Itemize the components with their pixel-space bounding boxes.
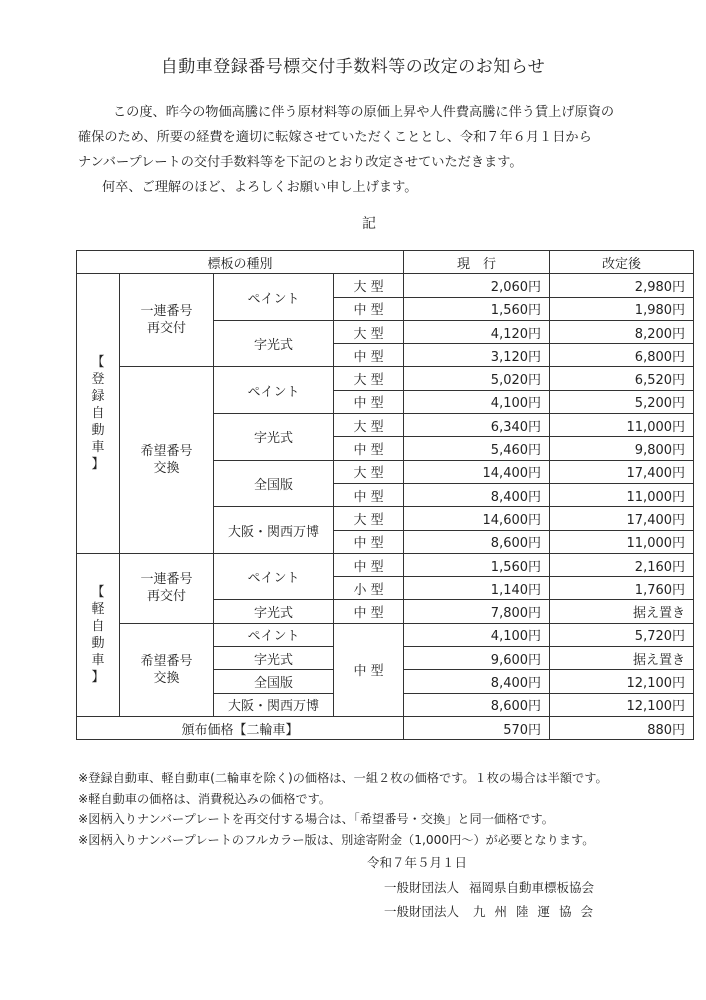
kind-paint: ペイント bbox=[214, 553, 334, 600]
group-label-registered: 【 登 録 自 動 車 】 bbox=[77, 274, 120, 554]
current-price: 1,560円 bbox=[404, 553, 550, 576]
revised-price: 9,800円 bbox=[550, 437, 694, 460]
size-cell: 中 型 bbox=[334, 483, 404, 506]
org-type: 一般財団法人 bbox=[384, 880, 460, 895]
org-name: 九州陸運協会 bbox=[473, 904, 603, 919]
org-name: 福岡県自動車標板協会 bbox=[469, 880, 595, 895]
category-preferred: 希望番号 交換 bbox=[120, 623, 214, 716]
current-price: 8,400円 bbox=[404, 483, 550, 506]
note-line: ※図柄入りナンバープレートを再交付する場合は、「希望番号・交換」と同一価格です。 bbox=[78, 812, 554, 826]
size-cell: 大 型 bbox=[334, 460, 404, 483]
revised-price: 6,800円 bbox=[550, 344, 694, 367]
intro-line: この度、昨今の物価高騰に伴う原材料等の原価上昇や人件費高騰に伴う賃上げ原資の bbox=[113, 105, 615, 120]
page-title: 自動車登録番号標交付手数料等の改定のお知らせ bbox=[160, 57, 546, 77]
kind-jiko: 字光式 bbox=[214, 647, 334, 670]
intro-line: 何卒、ご理解のほど、よろしくお願い申し上げます。 bbox=[102, 180, 418, 195]
revised-price: 17,400円 bbox=[550, 460, 694, 483]
revised-price: 12,100円 bbox=[550, 670, 694, 693]
size-cell: 中 型 bbox=[334, 437, 404, 460]
intro-paragraph bbox=[78, 100, 688, 200]
current-price: 6,340円 bbox=[404, 414, 550, 437]
kind-paint: ペイント bbox=[214, 623, 334, 646]
current-price: 4,120円 bbox=[404, 320, 550, 343]
size-cell: 中 型 bbox=[334, 297, 404, 320]
current-price: 1,560円 bbox=[404, 297, 550, 320]
size-cell: 大 型 bbox=[334, 414, 404, 437]
size-cell: 中 型 bbox=[334, 553, 404, 576]
revised-price: 12,100円 bbox=[550, 693, 694, 716]
size-cell: 中 型 bbox=[334, 530, 404, 553]
table-footer-row bbox=[77, 716, 694, 739]
size-cell: 中 型 bbox=[334, 344, 404, 367]
size-cell: 小 型 bbox=[334, 577, 404, 600]
header-type: 標板の種別 bbox=[77, 251, 404, 274]
org-line bbox=[384, 878, 594, 896]
current-price: 1,140円 bbox=[404, 577, 550, 600]
revised-price: 8,200円 bbox=[550, 320, 694, 343]
table-row bbox=[77, 367, 694, 390]
current-price: 9,600円 bbox=[404, 647, 550, 670]
current-price: 14,600円 bbox=[404, 507, 550, 530]
revised-price: 11,000円 bbox=[550, 414, 694, 437]
footer-current: 570円 bbox=[404, 716, 550, 739]
current-price: 2,060円 bbox=[404, 274, 550, 297]
revised-price: 1,760円 bbox=[550, 577, 694, 600]
revised-price: 5,200円 bbox=[550, 390, 694, 413]
revised-price: 17,400円 bbox=[550, 507, 694, 530]
size-cell: 中 型 bbox=[334, 390, 404, 413]
revised-price: 据え置き bbox=[550, 647, 694, 670]
kind-osaka: 大阪・関西万博 bbox=[214, 507, 334, 554]
table-row bbox=[77, 274, 694, 297]
table-row bbox=[77, 553, 694, 576]
org-type: 一般財団法人 bbox=[384, 904, 460, 919]
size-cell: 大 型 bbox=[334, 274, 404, 297]
current-price: 14,400円 bbox=[404, 460, 550, 483]
size-cell: 中 型 bbox=[334, 623, 404, 716]
kind-paint: ペイント bbox=[214, 274, 334, 321]
note-line: ※図柄入りナンバープレートのフルカラー版は、別途寄附金（1,000円～）が必要となります。 bbox=[78, 832, 595, 847]
revised-price: 1,980円 bbox=[550, 297, 694, 320]
issue-date: 令和７年５月１日 bbox=[367, 855, 468, 870]
intro-line: 確保のため、所要の経費を適切に転嫁させていただくこととし、令和７年６月１日から bbox=[78, 130, 592, 145]
kind-jiko: 字光式 bbox=[214, 414, 334, 461]
size-cell: 大 型 bbox=[334, 507, 404, 530]
revised-price: 据え置き bbox=[550, 600, 694, 623]
current-price: 4,100円 bbox=[404, 623, 550, 646]
note-line: ※軽自動車の価格は、消費税込みの価格です。 bbox=[78, 791, 331, 806]
intro-line: ナンバープレートの交付手数料等を下記のとおり改定させていただきます。 bbox=[78, 155, 523, 170]
current-price: 3,120円 bbox=[404, 344, 550, 367]
kind-jiko: 字光式 bbox=[214, 600, 334, 623]
group-label-kei: 【 軽 自 動 車 】 bbox=[77, 553, 120, 716]
kind-osaka: 大阪・関西万博 bbox=[214, 693, 334, 716]
notes bbox=[78, 768, 608, 850]
kind-jiko: 字光式 bbox=[214, 320, 334, 367]
current-price: 5,020円 bbox=[404, 367, 550, 390]
note-line: ※登録自動車、軽自動車(二輪車を除く)の価格は、一組２枚の価格です。１枚の場合は半額です。 bbox=[78, 771, 608, 785]
org-line bbox=[384, 902, 602, 920]
category-preferred: 希望番号 交換 bbox=[120, 367, 214, 553]
category-renumber: 一連番号 再交付 bbox=[120, 553, 214, 623]
current-price: 5,460円 bbox=[404, 437, 550, 460]
revised-price: 2,980円 bbox=[550, 274, 694, 297]
table-row bbox=[77, 623, 694, 646]
current-price: 8,600円 bbox=[404, 693, 550, 716]
kind-zenkoku: 全国版 bbox=[214, 460, 334, 507]
current-price: 4,100円 bbox=[404, 390, 550, 413]
revised-price: 11,000円 bbox=[550, 483, 694, 506]
size-cell: 中 型 bbox=[334, 600, 404, 623]
size-cell: 大 型 bbox=[334, 367, 404, 390]
footer-revised: 880円 bbox=[550, 716, 694, 739]
current-price: 8,400円 bbox=[404, 670, 550, 693]
fee-table bbox=[76, 250, 694, 740]
table-header-row bbox=[77, 251, 694, 274]
revised-price: 2,160円 bbox=[550, 553, 694, 576]
category-renumber: 一連番号 再交付 bbox=[120, 274, 214, 367]
ki-heading: 記 bbox=[362, 216, 376, 232]
revised-price: 11,000円 bbox=[550, 530, 694, 553]
size-cell: 大 型 bbox=[334, 320, 404, 343]
footer-label: 頒布価格【二輪車】 bbox=[77, 716, 404, 739]
header-current: 現 行 bbox=[404, 251, 550, 274]
kind-zenkoku: 全国版 bbox=[214, 670, 334, 693]
revised-price: 6,520円 bbox=[550, 367, 694, 390]
kind-paint: ペイント bbox=[214, 367, 334, 414]
current-price: 7,800円 bbox=[404, 600, 550, 623]
header-revised: 改定後 bbox=[550, 251, 694, 274]
revised-price: 5,720円 bbox=[550, 623, 694, 646]
current-price: 8,600円 bbox=[404, 530, 550, 553]
